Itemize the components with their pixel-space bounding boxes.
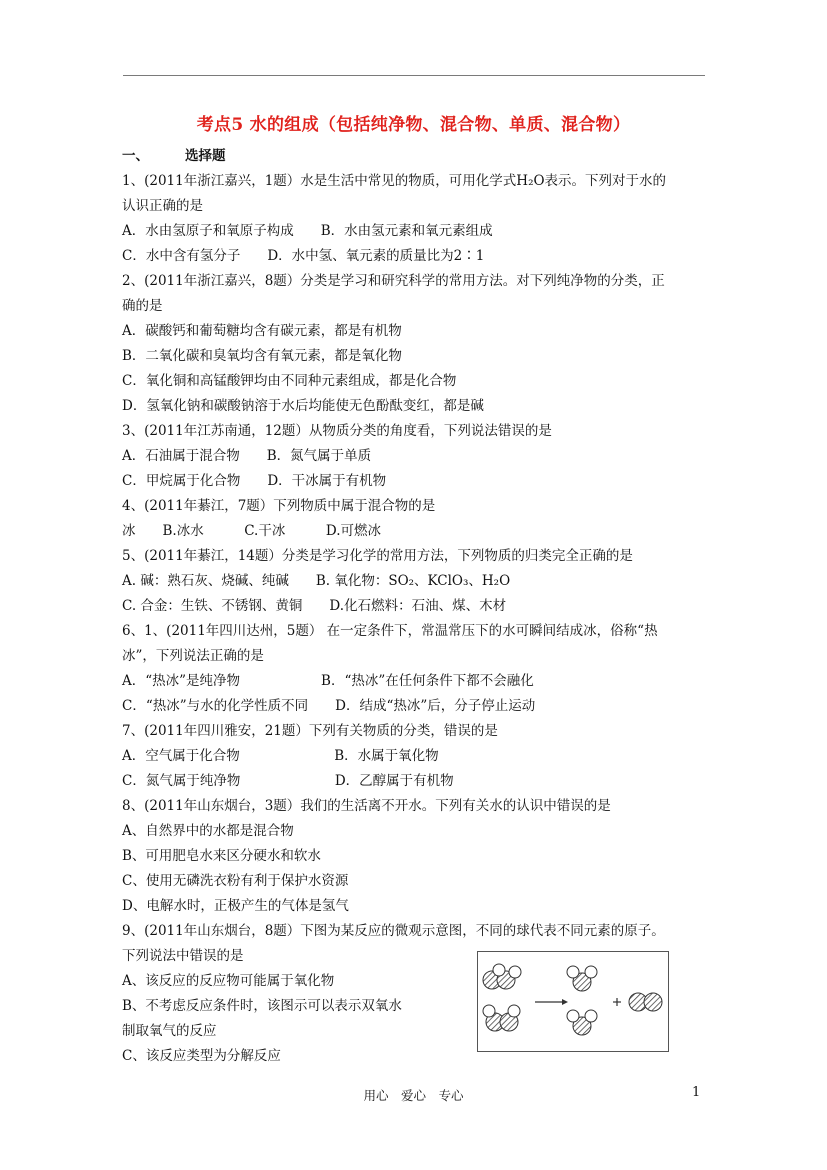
text-line: 9、(2011年山东烟台，8题）下图为某反应的微观示意图，不同的球代表不同元素的原子。 bbox=[122, 923, 665, 939]
text-line: C、使用无磷洗衣粉有利于保护水资源 bbox=[122, 873, 349, 889]
text-line: 7、(2011年四川雅安，21题）下列有关物质的分类，错误的是 bbox=[122, 723, 498, 739]
text-line: B．二氧化碳和臭氧均含有氧元素，都是氧化物 bbox=[122, 348, 402, 364]
text-line: D、电解水时，正极产生的气体是氢气 bbox=[122, 898, 349, 914]
text-line: 6、1、(2011年四川达州，5题） 在一定条件下，常温常压下的水可瞬间结成冰，俗称“热 bbox=[122, 623, 658, 639]
text-line: 冰”，下列说法正确的是 bbox=[122, 648, 264, 664]
text-line: A、自然界中的水都是混合物 bbox=[122, 823, 294, 839]
text-line: 8、(2011年山东烟台，3题）我们的生活离不开水。下列有关水的认识中错误的是 bbox=[122, 798, 611, 814]
text-line: A．“热冰”是纯净物 B．“热冰”在任何条件下都不会融化 bbox=[122, 673, 534, 689]
text-line: C．“热冰”与水的化学性质不同 D．结成“热冰”后，分子停止运动 bbox=[122, 698, 536, 714]
section-number: 一、 bbox=[122, 148, 149, 164]
header-rule bbox=[123, 75, 705, 76]
text-line: B、可用肥皂水来区分硬水和软水 bbox=[122, 848, 321, 864]
text-line: A．空气属于化合物 B．水属于氧化物 bbox=[122, 748, 439, 764]
text-line: 4、(2011年綦江，7题）下列物质中属于混合物的是 bbox=[122, 498, 436, 514]
text-line: B、不考虑反应条件时，该图示可以表示双氧水 bbox=[122, 998, 402, 1014]
text-line: C．甲烷属于化合物 D．干冰属于有机物 bbox=[122, 473, 387, 489]
text-line: 5、(2011年綦江，14题）分类是学习化学的常用方法，下列物质的归类完全正确的是 bbox=[122, 548, 633, 564]
text-line: A．石油属于混合物 B．氮气属于单质 bbox=[122, 448, 372, 464]
page-footer: 用心 爱心 专心 bbox=[363, 1088, 464, 1103]
reaction-diagram bbox=[477, 951, 669, 1052]
text-line: 认识正确的是 bbox=[122, 198, 203, 214]
text-line: 冰 B.冰水 C.干冰 D.可燃冰 bbox=[122, 523, 381, 539]
section-heading bbox=[122, 144, 712, 169]
section-label: 选择题 bbox=[185, 148, 226, 164]
text-line: D．氢氧化钠和碳酸钠溶于水后均能使无色酚酞变红，都是碱 bbox=[122, 398, 484, 414]
text-line: A．水由氢原子和氧原子构成 B．水由氢元素和氧元素组成 bbox=[122, 223, 493, 239]
text-line: A. 碱：熟石灰、烧碱、纯碱 B. 氧化物：SO₂、KClO₃、H₂O bbox=[122, 573, 511, 589]
text-line: A、该反应的反应物可能属于氧化物 bbox=[122, 973, 335, 989]
page-number: 1 bbox=[692, 1085, 701, 1100]
text-line: C．水中含有氢分子 D．水中氢、氧元素的质量比为2∶1 bbox=[122, 248, 485, 264]
text-line: C．氧化铜和高锰酸钾均由不同种元素组成，都是化合物 bbox=[122, 373, 457, 389]
text-line: 2、(2011年浙江嘉兴，8题）分类是学习和研究科学的常用方法。对下列纯净物的分类，正 bbox=[122, 273, 665, 289]
question-body bbox=[122, 144, 712, 1069]
text-line: 3、(2011年江苏南通，12题）从物质分类的角度看，下列说法错误的是 bbox=[122, 423, 552, 439]
reaction-diagram-icon bbox=[478, 952, 668, 1051]
text-line: 确的是 bbox=[122, 298, 163, 314]
text-line: C．氮气属于纯净物 D．乙醇属于有机物 bbox=[122, 773, 454, 789]
text-line: C、该反应类型为分解反应 bbox=[122, 1048, 281, 1064]
text-line: 下列说法中错误的是 bbox=[122, 948, 244, 964]
text-line: A．碳酸钙和葡萄糖均含有碳元素，都是有机物 bbox=[122, 323, 402, 339]
page-title: 考点5 水的组成（包括纯净物、混合物、单质、混合物） bbox=[196, 115, 631, 135]
text-line: 制取氧气的反应 bbox=[122, 1023, 217, 1039]
text-line: C. 合金：生铁、不锈钢、黄铜 D.化石燃料：石油、煤、木材 bbox=[122, 598, 507, 614]
text-line: 1、(2011年浙江嘉兴，1题）水是生活中常见的物质，可用化学式H₂O表示。下列对于水的 bbox=[122, 173, 667, 189]
